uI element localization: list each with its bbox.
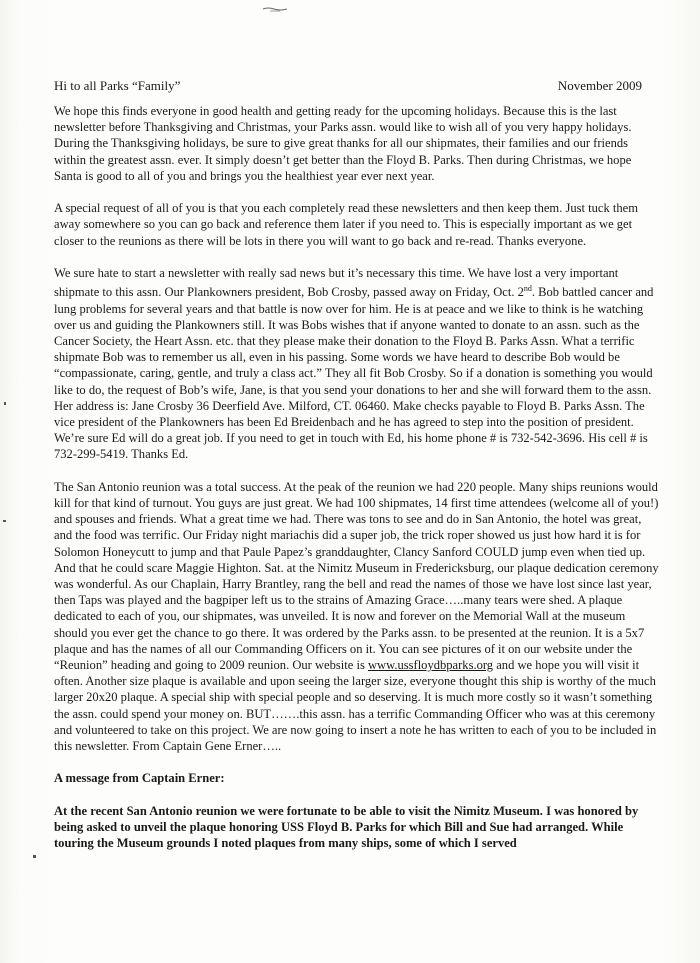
paragraph-san-antonio-reunion	[54, 479, 660, 754]
paragraph-holidays: We hope this finds everyone in good health and getting ready for the upcoming holidays. Because this is the last newsletter before Thanksgiving and Christmas, your Parks assn. would like to wish all of you very happy holidays. During the Thanksgiving holidays, be sure to give great thanks for all our shipmates, their families and our friends within the greatest assn. ever. It simply doesn’t get better than the Floyd B. Parks. Then during Christmas, we hope Santa is good to all of you and brings you the healthiest year ever next year.	[54, 104, 632, 183]
scan-artifact-mark	[262, 6, 288, 12]
paragraph-text: We sure hate to start a newsletter with really sad news but it’s necessary this time. We have lost a very important shipmate to this assn. Our Plankowners president, Bob Crosby, passed away on Friday, Oct. 2	[54, 266, 619, 300]
website-link[interactable]: www.ussfloydbparks.org	[367, 658, 494, 673]
ordinal-suffix: nd	[523, 284, 532, 294]
scan-speck	[33, 855, 36, 858]
section-heading: A message from Captain Erner:	[54, 771, 225, 786]
paragraph-text: . Bob battled cancer and lung problems for several years and that battle is now over for him. He is at peace and we like to think is he watching over us and guiding the Plankowners still. It was Bobs wishes that if anyone wanted to donate to an assn. such as the Cancer Society, the Heart Assn. etc. that they please make their donation to the Floyd B. Parks Assn. What a terrific shipmate Bob was to remember us all, even in his passing. Some words we have heard to describe Bob would be “compassionate, caring, gentle, and truly a class act.” They all fit Bob Crosby. So if a donation is something you would like to do, the request of Bob’s wife, Jane, is that you send your donations to her and she will forward them to the assn. Her address is: Jane Crosby 36 Deerfield Ave. Milford, CT. 06460. Make checks payable to Floyd B. Parks Assn. The vice president of the Plankowners has been Ed Breidenbach and he has agreed to step into the position of president. We’re sure Ed will do a great job. If you need to get in touch with Ed, his home phone # is 732-542-3696. His cell # is 732-299-5419. Thanks Ed.	[54, 285, 654, 462]
paragraph-captain-message: At the recent San Antonio reunion we were fortunate to be able to visit the Nimitz Museum. I was honored by being asked to unveil the plaque honoring USS Floyd B. Parks for which Bill and Sue had arranged. While touring the Museum grounds I noted plaques from many ships, some of which I served	[54, 803, 639, 851]
scan-speck	[3, 520, 6, 522]
paragraph-bob-crosby	[54, 265, 660, 463]
paragraph-text: and we hope you will visit it often. Another size plaque is available and upon seeing the larger size, everyone thought this ship is worthy of the much larger 20x20 plaque. A special ship with special people and so deserving. It is much more costly so it wasn’t something the assn. could spend your money on. BUT…….this assn. has a terrific Commanding Officer who was at this ceremony and volunteered to take on this project. We are now going to insert a note he has written to each of you to be included in this newsletter. From Captain Gene Erner…..	[54, 658, 657, 754]
letter-date: November 2009	[557, 78, 642, 93]
letter-body	[54, 103, 660, 868]
greeting: Hi to all Parks “Family”	[54, 78, 181, 93]
scan-speck	[4, 402, 6, 405]
paragraph-text: The San Antonio reunion was a total success. At the peak of the reunion we had 220 people. Many ships reunions would kill for that kind of turnout. You guys are just great. We had 100 shipmates, 14 first time attendees (welcome all of you!) and spouses and friends. What a great time we had. There was tons to see and do in San Antonio, the hotel was great, and the food was terrific. Our Friday night mariachis did a super job, the trick roper showed us just how hard it is for Solomon Honeycutt to jump and that Paule Papez’s granddaughter, Clancy Sanford COULD jump even when tied up. And that he could scare Maggie Highton. Sat. at the Nimitz Museum in Fredericksburg, our plaque dedication ceremony was wonderful. As our Chaplain, Harry Brantley, rang the bell and read the names of those we have lost since last year, then Taps was played and the bagpiper left us to the strains of Amazing Grace…..many tears were shed. A plaque dedicated to each of you, our shipmates, was unveiled. It is now and forever on the Memorial Wall at the museum should you ever get the chance to go there. It was ordered by the Parks assn. to be presented at the reunion. It is a 5x7 plaque and has the names of all our Commanding Officers on it. You can see pictures of it on our website under the “Reunion” heading and going to 2009 reunion. Our website is	[54, 479, 659, 673]
paragraph-special-request: A special request of all of you is that you each completely read these newsletters and then keep them. Just tuck them away somewhere so you can go back and reference them later if you need to. This is especially important as we get closer to the reunions as there will be lots in there you will want to go back and re-read. Thanks everyone.	[54, 201, 638, 248]
